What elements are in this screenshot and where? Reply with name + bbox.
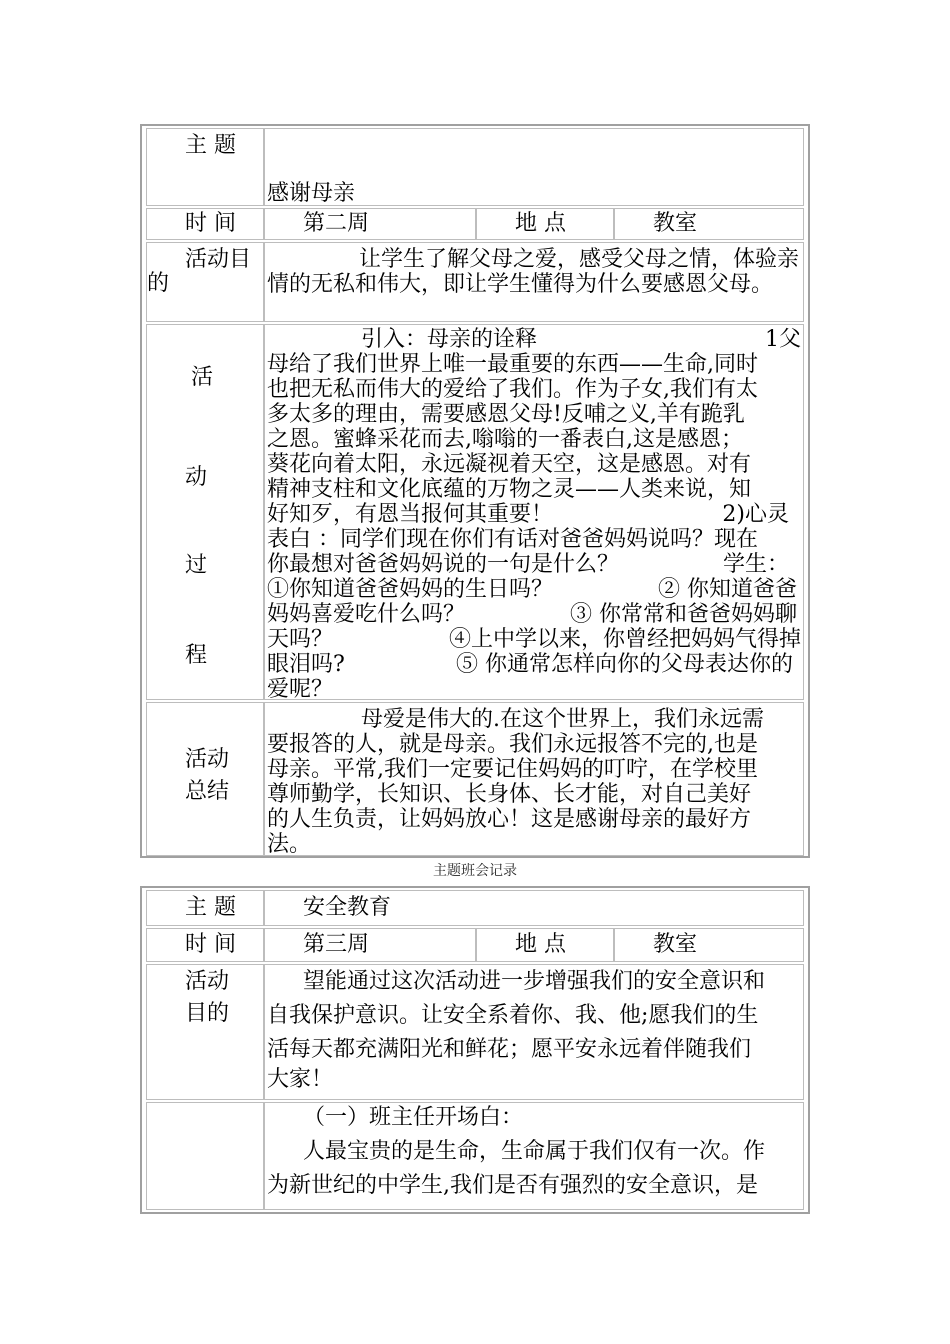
summary-line: 法。 [267, 832, 312, 856]
class-meeting-table-1 [140, 124, 810, 858]
purpose-label-line-2: 目的 [185, 1001, 230, 1026]
process-line: 之恩。蜜蜂采花而去,嗡嗡的一番表白,这是感恩； [267, 427, 743, 452]
process-line: 妈妈喜爱吃什么吗？ [267, 602, 466, 627]
process-label-cell [146, 324, 264, 700]
process-line: ①你知道爸爸妈妈的生日吗？ [267, 577, 554, 602]
process-line: ⑤ 你通常怎样向你的父母表达你的 [456, 652, 793, 677]
theme-label: 主 题 [185, 895, 236, 920]
summary-line: 尊师勤学，长知识、长身体、长才能，对自己美好 [267, 782, 752, 807]
place-label: 地 点 [515, 211, 566, 236]
theme-label: 主 题 [185, 133, 236, 158]
theme-value: 安全教育 [303, 895, 392, 920]
process-label-char-2: 动 [185, 465, 208, 490]
theme-label-cell [146, 890, 264, 926]
purpose-label-line-1: 活动目 [185, 247, 252, 272]
process-line: 1父 [765, 327, 801, 352]
process-line: ② 你知道爸爸 [658, 577, 797, 602]
summary-line: 母亲。平常,我们一定要记住妈妈的叮咛，在学校里 [267, 757, 758, 782]
place-value: 教室 [653, 932, 698, 957]
theme-label-cell [146, 128, 264, 206]
time-value-cell [264, 208, 476, 240]
process-label-char-1: 活 [191, 365, 214, 390]
theme-value: 感谢母亲 [267, 181, 356, 206]
summary-line: 的人生负责，让妈妈放心！这是感谢母亲的最好方 [267, 807, 752, 832]
process-line: 也把无私而伟大的爱给了我们。作为子女,我们有太 [267, 377, 758, 402]
time-value: 第二周 [303, 211, 370, 236]
process-line: 好知歹，有恩当报何其重要！ [267, 502, 554, 527]
process-line: ③ 你常常和爸爸妈妈聊 [570, 602, 797, 627]
process-line: 母给了我们世界上唯一最重要的东西——生命,同时 [267, 352, 758, 377]
summary-text-cell [264, 702, 804, 856]
table-caption: 主题班会记录 [433, 863, 517, 879]
summary-label-line-1: 活动 [185, 747, 230, 772]
process-line: 多太多的理由，需要感恩父母!反哺之义,羊有跪乳 [267, 402, 745, 427]
purpose-text-cell [264, 964, 804, 1100]
process-line: 天吗？ [267, 627, 334, 652]
process-line: 葵花向着太阳，永远凝视着天空，这是感恩。对有 [267, 452, 752, 477]
purpose-label-line-2: 的 [147, 271, 170, 296]
process-line: （一）班主任开场白： [303, 1105, 524, 1130]
summary-label-line-2: 总结 [185, 779, 230, 804]
theme-value-cell [264, 128, 804, 206]
process-text-cell [264, 324, 804, 700]
place-label-cell [476, 928, 614, 962]
process-line: ④上中学以来，你曾经把妈妈气得掉 [448, 627, 801, 652]
process-line: 眼泪吗? [267, 652, 345, 677]
time-label-cell [146, 208, 264, 240]
time-value: 第三周 [303, 932, 370, 957]
summary-line: 母爱是伟大的.在这个世界上，我们永远需 [361, 707, 764, 732]
process-line: 你最想对爸爸妈妈说的一句是什么？ [267, 552, 620, 577]
time-label: 时 间 [185, 932, 236, 957]
place-value-cell [614, 928, 804, 962]
purpose-label-cell [146, 242, 264, 322]
time-label-cell [146, 928, 264, 962]
process-label-char-4: 程 [185, 643, 208, 668]
process-text-cell [264, 1102, 804, 1210]
process-line: 为新世纪的中学生,我们是否有强烈的安全意识，是 [267, 1173, 758, 1198]
purpose-text-cell [264, 242, 804, 322]
time-label: 时 间 [185, 211, 236, 236]
purpose-line: 自我保护意识。让安全系着你、我、他;愿我们的生 [267, 1003, 759, 1028]
process-line: 表白 ：同学们现在你们有话对爸爸妈妈说吗？现在 [267, 527, 758, 552]
process-label-cell [146, 1102, 264, 1210]
time-value-cell [264, 928, 476, 962]
purpose-line: 望能通过这次活动进一步增强我们的安全意识和 [303, 969, 766, 994]
purpose-text: 让学生了解父母之爱，感受父母之情，体验亲情的无私和伟大，即让学生懂得为什么要感恩父母。 [267, 247, 800, 297]
theme-value-cell [264, 890, 804, 926]
place-value: 教室 [653, 211, 698, 236]
process-line: 学生： [722, 552, 789, 577]
place-label: 地 点 [515, 932, 566, 957]
process-line: 爱呢？ [267, 677, 334, 700]
process-line: 人最宝贵的是生命，生命属于我们仅有一次。作 [303, 1139, 766, 1164]
process-label-char-3: 过 [185, 553, 208, 578]
purpose-line: 大家！ [267, 1067, 334, 1092]
purpose-label-line-1: 活动 [185, 969, 230, 994]
summary-line: 要报答的人，就是母亲。我们永远报答不完的,也是 [267, 732, 758, 757]
process-line: 精神支柱和文化底蕴的万物之灵——人类来说，知 [267, 477, 752, 502]
process-line: 引入：母亲的诠释 [361, 327, 538, 352]
summary-label-cell [146, 702, 264, 856]
class-meeting-table-2 [140, 886, 810, 1214]
purpose-label-cell [146, 964, 264, 1100]
purpose-line: 活每天都充满阳光和鲜花；愿平安永远着伴随我们 [267, 1037, 752, 1062]
process-line: 2)心灵 [722, 502, 789, 527]
place-label-cell [476, 208, 614, 240]
place-value-cell [614, 208, 804, 240]
